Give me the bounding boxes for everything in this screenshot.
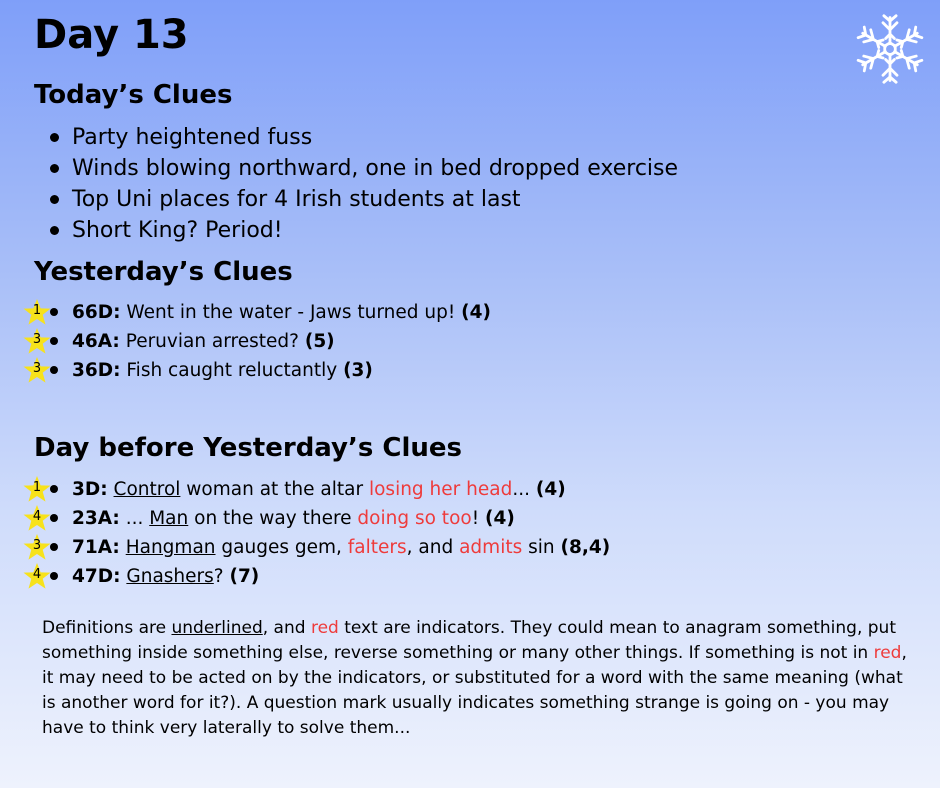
list-item xyxy=(48,298,491,327)
clue-length: (4) xyxy=(461,302,491,323)
clue-indicator: falters xyxy=(347,537,407,558)
clue-number: 47D: xyxy=(72,566,121,587)
star-rating: 4 xyxy=(32,509,42,524)
note-underlined: underlined xyxy=(171,618,263,638)
clue-definition: Gnashers xyxy=(126,566,214,587)
list-item xyxy=(48,356,491,385)
clue-text: ! xyxy=(471,508,485,529)
clue-text: , and xyxy=(406,537,460,558)
star-rating: 3 xyxy=(32,332,42,347)
clue-indicator: doing so too xyxy=(357,508,472,529)
clue-text: on the way there xyxy=(188,508,358,529)
clue-number: 71A: xyxy=(72,537,120,558)
list-item xyxy=(48,504,610,533)
clue-text: ... xyxy=(119,508,150,529)
clue-indicator: admits xyxy=(459,537,523,558)
clue-definition: Hangman xyxy=(125,537,216,558)
star-rating: 4 xyxy=(32,567,42,582)
clue-definition: Man xyxy=(149,508,189,529)
list-item: Winds blowing northward, one in bed dropped exercise xyxy=(48,153,678,184)
day-before-heading: Day before Yesterday’s Clues xyxy=(34,433,463,463)
star-rating: 3 xyxy=(32,538,42,553)
list-item xyxy=(48,475,610,504)
clue-indicator: losing her head xyxy=(368,479,513,500)
star-rating: 1 xyxy=(32,303,42,318)
list-item xyxy=(48,327,491,356)
clue-length: (3) xyxy=(343,360,373,381)
day-before-clue-list xyxy=(48,475,610,591)
snowflake-icon xyxy=(855,12,925,86)
list-item: Top Uni places for 4 Irish students at last xyxy=(48,184,678,215)
clue-text: ... xyxy=(512,479,536,500)
clue-text: Fish caught reluctantly xyxy=(120,360,344,381)
today-clue-list xyxy=(48,122,678,246)
note-text: text are indicators. They could mean to anagram something, put something inside something else, reverse something or many other things. If something is not in xyxy=(42,618,897,663)
clue-text: woman at the altar xyxy=(180,479,369,500)
list-item xyxy=(48,562,610,591)
clue-text: sin xyxy=(522,537,561,558)
clue-length: (7) xyxy=(229,566,260,587)
clue-length: (8,4) xyxy=(560,537,611,558)
clue-number: 66D: xyxy=(72,302,121,323)
list-item: Short King? Period! xyxy=(48,215,678,246)
note-text: Definitions are xyxy=(42,618,172,638)
star-rating: 1 xyxy=(32,480,42,495)
clue-length: (5) xyxy=(304,331,335,352)
yesterday-clue-list xyxy=(48,298,491,385)
note-red: red xyxy=(310,618,339,638)
list-item xyxy=(48,533,610,562)
clue-number: 23A: xyxy=(72,508,120,529)
clue-text: gauges gem, xyxy=(215,537,348,558)
clue-text: Peruvian arrested? xyxy=(119,331,305,352)
explanation-note xyxy=(42,616,912,741)
clue-definition: Control xyxy=(113,479,181,500)
clue-length: (4) xyxy=(535,479,566,500)
clue-text: Went in the water - Jaws turned up! xyxy=(120,302,462,323)
clue-number: 36D: xyxy=(72,360,121,381)
note-red: red xyxy=(873,643,902,663)
today-heading: Today’s Clues xyxy=(34,80,233,110)
clue-number: 3D: xyxy=(72,479,108,500)
yesterday-heading: Yesterday’s Clues xyxy=(34,257,293,287)
note-text: , and xyxy=(262,618,311,638)
page-title: Day 13 xyxy=(34,12,189,58)
list-item: Party heightened fuss xyxy=(48,122,678,153)
star-rating: 3 xyxy=(32,361,42,376)
clue-length: (4) xyxy=(485,508,515,529)
clue-text: ? xyxy=(213,566,230,587)
clue-number: 46A: xyxy=(72,331,120,352)
note-text: , it may need to be acted on by the indicators, or substituted for a word with the same meaning (what is another word for it?). A question mark usually indicates something strange is going on - you may have to think very laterally to solve them... xyxy=(42,643,907,738)
